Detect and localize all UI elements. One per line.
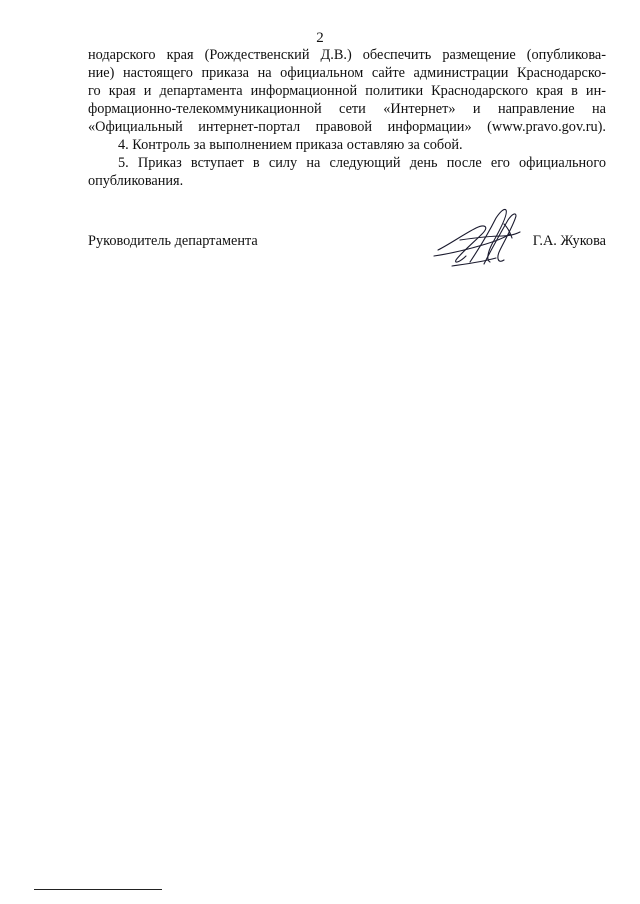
page-number: 2 [316,30,324,46]
signature-block [88,228,606,278]
signer-title: Руководитель департамента [88,233,258,249]
paragraph-4: 4. Контроль за выполнением приказа оставляю за собой. [118,137,463,153]
paragraph-3-line-1: нодарского края (Рождественский Д.В.) обеспечить размещение (опубликова- [88,47,606,63]
paragraph-3-line-4: формационно-телекоммуникационной сети «Интернет» и направление на [88,101,606,117]
paragraph-3-line-2: ние) настоящего приказа на официальном сайте администрации Краснодарско- [88,65,606,81]
paragraph-5-line-2: опубликования. [88,173,184,189]
paragraph-3-line-5: «Официальный интернет-портал правовой информации» (www.pravo.gov.ru). [88,119,606,135]
handwritten-signature [430,204,530,272]
footer-divider [34,889,162,890]
paragraph-3-line-3: го края и департамента информационной политики Краснодарского края в ин- [88,83,606,99]
paragraph-5-line-1: 5. Приказ вступает в силу на следующий день после его официального [118,155,606,171]
document-body [88,46,606,190]
signer-name: Г.А. Жукова [532,233,606,249]
